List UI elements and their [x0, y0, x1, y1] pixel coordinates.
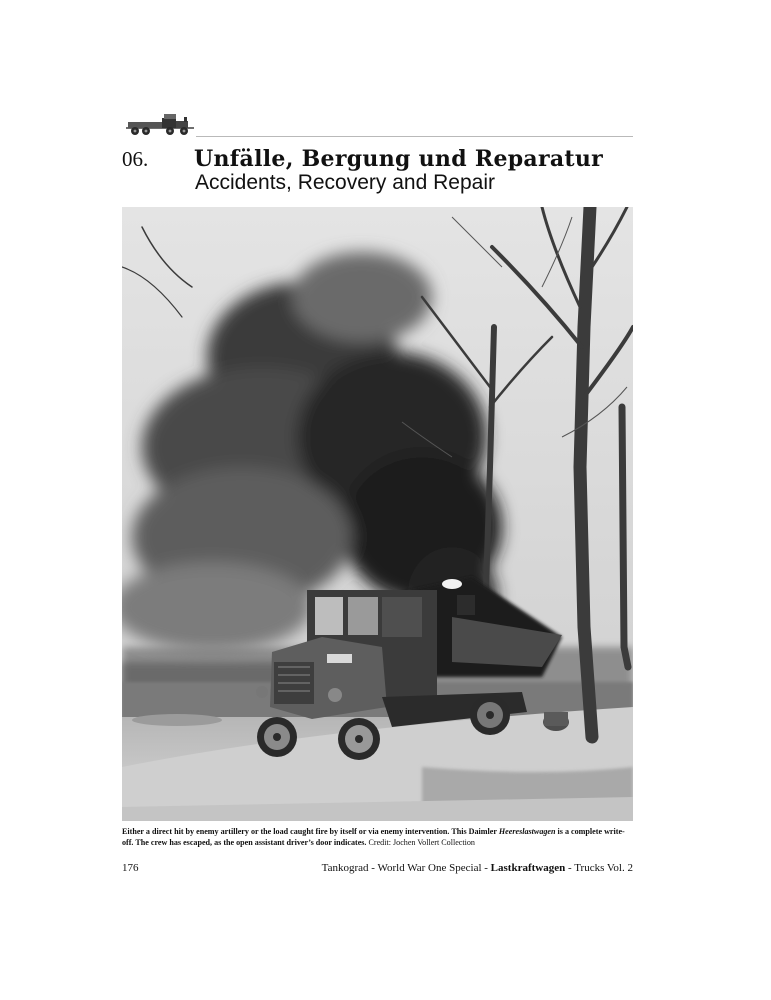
running-title [322, 862, 633, 874]
running-title-suffix: - Trucks Vol. 2 [565, 862, 633, 874]
photo-caption [122, 826, 633, 848]
header-rule [196, 136, 633, 137]
caption-term: Heereslastwagen [498, 827, 556, 836]
truck-header-icon [124, 110, 196, 138]
burning-truck-photo [122, 207, 633, 821]
caption-text-end: is a complete write-off. The crew has escaped, as the open assistant driver’s door indicates. [122, 827, 625, 847]
chapter-title-english: Accidents, Recovery and Repair [195, 171, 495, 194]
running-title-prefix: Tankograd - World War One Special - [321, 862, 491, 874]
chapter-title-german: Unfälle, Bergung und Reparatur [194, 146, 604, 172]
caption-credit: Credit: Jochen Vollert Collection [368, 838, 475, 847]
running-title-bold: Lastkraftwagen [490, 862, 566, 874]
page-number: 176 [122, 862, 139, 874]
chapter-number: 06. [122, 147, 149, 171]
caption-text-start: Either a direct hit by enemy artillery or the load caught fire by itself or via enemy intervention. This Daimler [122, 827, 499, 836]
